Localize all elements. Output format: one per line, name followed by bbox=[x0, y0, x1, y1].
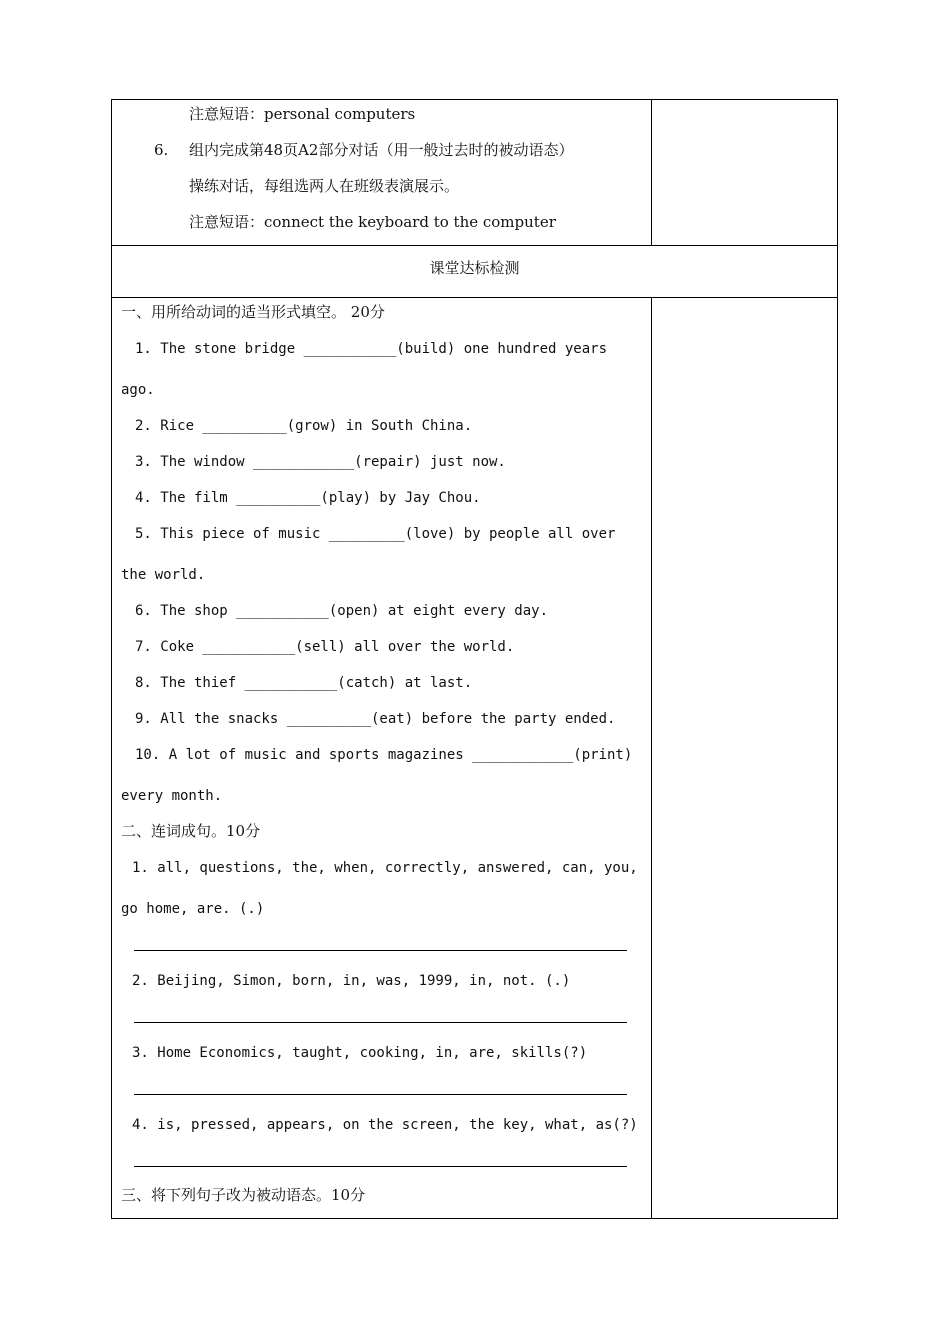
column-divider-top bbox=[651, 100, 652, 245]
lesson-table bbox=[111, 99, 838, 1219]
answer-line-2[interactable] bbox=[134, 1022, 627, 1023]
part3-title: 三、将下列句子改为被动语态。10分 bbox=[121, 1186, 366, 1204]
note-personal-computers: 注意短语：personal computers bbox=[189, 105, 416, 123]
answer-line-4[interactable] bbox=[134, 1166, 627, 1167]
part1-question-4: 4. The film __________(play) by Jay Chou. bbox=[135, 490, 481, 506]
part2-question-4: 4. is, pressed, appears, on the screen, the key, what, as(?) bbox=[132, 1117, 638, 1133]
part1-question-3: 3. The window ____________(repair) just now. bbox=[135, 454, 506, 470]
row-divider-2 bbox=[112, 297, 837, 298]
part1-question-8: 8. The thief ___________(catch) at last. bbox=[135, 675, 473, 691]
part2-question-1: 1. all, questions, the, when, correctly, answered, can, you, bbox=[132, 860, 638, 876]
part1-question-1-cont: ago. bbox=[121, 382, 155, 398]
item-number-6: 6. bbox=[154, 141, 169, 159]
part1-title: 一、用所给动词的适当形式填空。 20分 bbox=[121, 303, 385, 321]
part2-question-2: 2. Beijing, Simon, born, in, was, 1999, in, not. (.) bbox=[132, 973, 571, 989]
part1-question-7: 7. Coke ___________(sell) all over the world. bbox=[135, 639, 515, 655]
part1-question-10-cont: every month. bbox=[121, 788, 223, 804]
part1-question-5-cont: the world. bbox=[121, 567, 206, 583]
answer-line-3[interactable] bbox=[134, 1094, 627, 1095]
part2-question-1-cont: go home, are. (.) bbox=[121, 901, 265, 917]
answer-line-1[interactable] bbox=[134, 950, 627, 951]
part2-question-3: 3. Home Economics, taught, cooking, in, are, skills(?) bbox=[132, 1045, 588, 1061]
part1-question-2: 2. Rice __________(grow) in South China. bbox=[135, 418, 473, 434]
part1-question-10: 10. A lot of music and sports magazines ____________(print) bbox=[135, 747, 633, 763]
section-header: 课堂达标检测 bbox=[429, 259, 520, 277]
part1-question-5: 5. This piece of music _________(love) by people all over bbox=[135, 526, 616, 542]
practice-instruction: 操练对话，每组选两人在班级表演展示。 bbox=[189, 177, 460, 195]
part1-question-9: 9. All the snacks __________(eat) before the party ended. bbox=[135, 711, 616, 727]
part2-title: 二、连词成句。10分 bbox=[121, 822, 261, 840]
item-6-text: 组内完成第48页A2部分对话（用一般过去时的被动语态） bbox=[189, 141, 574, 159]
note-connect-keyboard: 注意短语：connect the keyboard to the computer bbox=[189, 213, 556, 231]
part1-question-1: 1. The stone bridge ___________(build) one hundred years bbox=[135, 341, 608, 357]
part1-question-6: 6. The shop ___________(open) at eight every day. bbox=[135, 603, 549, 619]
row-divider-1 bbox=[112, 245, 837, 246]
column-divider-bottom bbox=[651, 297, 652, 1218]
